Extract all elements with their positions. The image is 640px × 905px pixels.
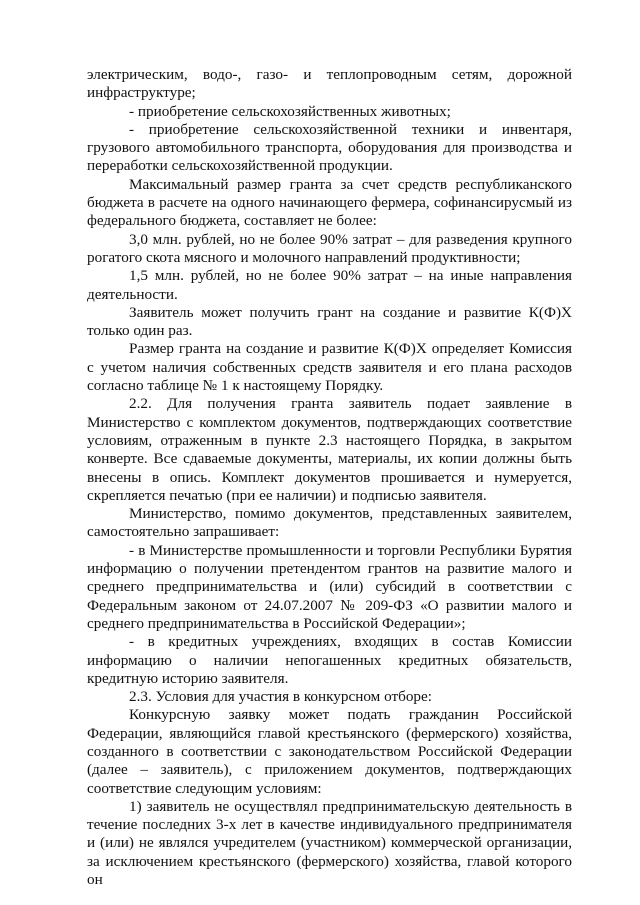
- paragraph: Размер гранта на создание и развитие К(Ф)Х определяет Комиссия с учетом наличия собственных средств заявителя и его плана расходов согласно таблице № 1 к настоящему Порядку.: [87, 340, 572, 395]
- paragraph: Заявитель может получить грант на создание и развитие К(Ф)Х только один раз.: [87, 303, 572, 340]
- paragraph: - в Министерстве промышленности и торговли Республики Бурятия информацию о получении претендентом грантов на развитие малого и среднего предпринимательства и (или) субсидий в соответствии с Федеральным законом от 24.07.2007 № 209-ФЗ «О развитии малого и среднего предпринимательства в Российской Федерации»;: [87, 541, 572, 632]
- paragraph: 1,5 млн. рублей, но не более 90% затрат – на иные направления деятельности.: [87, 267, 572, 303]
- paragraph: 2.2. Для получения гранта заявитель подает заявление в Министерство с комплектом документов, подтверждающих соответствие условиям, отраженным в пункте 2.3 настоящего Порядка, в закрытом конверте. Все сдаваемые документы, материалы, их копии должны быть внесены в опись. Комплект документов прошивается и нумеруется, скрепляется печатью (при ее наличии) и подписью заявителя.: [87, 395, 572, 504]
- paragraph: Конкурсную заявку может подать гражданин Российской Федерации, являющийся главой крестьянского (фермерского) хозяйства, созданного в соответствии с законодательством Российской Федерации (далее – заявитель), с приложением документов, подтверждающих соответствие следующим условиям:: [87, 706, 572, 797]
- paragraph: Министерство, помимо документов, представленных заявителем, самостоятельно запрашивает:: [87, 505, 572, 541]
- paragraph: - приобретение сельскохозяйственной техники и инвентаря, грузового автомобильного транспорта, оборудования для производства и переработки сельскохозяйственной продукции.: [87, 120, 572, 175]
- paragraph: Максимальный размер гранта за счет средств республиканского бюджета в расчете на одного начинающего фермера, софинансирусмый из федерального бюджета, составляет не более:: [87, 175, 572, 230]
- paragraph: - приобретение сельскохозяйственных животных;: [129, 102, 451, 120]
- paragraph: 1) заявитель не осуществлял предпринимательскую деятельность в течение последних 3-х лет в качестве индивидуального предпринимателя и (или) не являлся учредителем (участником) коммерческой организации, за исключением крестьянского (фермерского) хозяйства, главой которого он: [87, 797, 572, 889]
- paragraph: электрическим, водо-, газо- и теплопроводным сетям, дорожной инфраструктуре;: [87, 66, 572, 102]
- paragraph: 2.3. Условия для участия в конкурсном отборе:: [129, 688, 432, 706]
- document-body: [87, 66, 572, 889]
- paragraph: 3,0 млн. рублей, но не более 90% затрат – для разведения крупного рогатого скота мясного и молочного направлений продуктивности;: [87, 230, 572, 266]
- paragraph: - в кредитных учреждениях, входящих в состав Комиссии информацию о наличии непогашенных кредитных обязательств, кредитную историю заявителя.: [87, 633, 572, 687]
